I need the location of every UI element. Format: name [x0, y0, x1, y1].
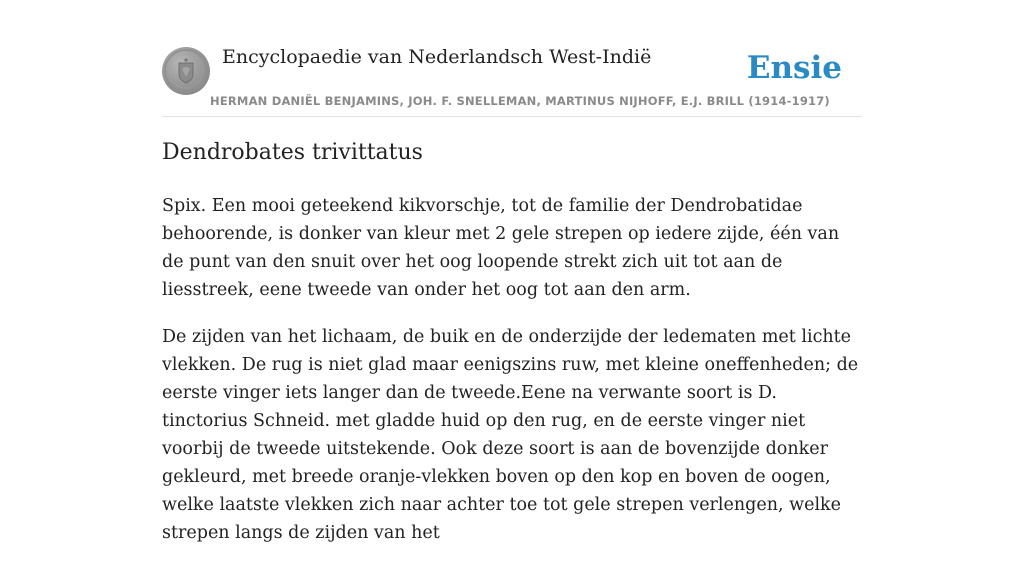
source-authors: HERMAN DANIËL BENJAMINS, JOH. F. SNELLEMAN, MARTINUS NIJHOFF, E.J. BRILL (1914-1917) [210, 94, 830, 108]
site-header [162, 40, 862, 117]
site-title[interactable]: Encyclopaedie van Nederlandsch West-Indië [222, 46, 652, 68]
entry-paragraph: Spix. Een mooi geteekend kikvorschje, tot de familie der Dendrobatidae behoorende, is donker van kleur met 2 gele strepen op iedere zijde, één van de punt van den snuit over het oog loopende strekt zich uit tot aan de liesstreek, eene tweede van onder het oog tot aan den arm. [162, 196, 840, 300]
entry-title: Dendrobates trivittatus [162, 140, 423, 165]
entry-paragraph: De zijden van het lichaam, de buik en de onderzijde der ledematen met lichte vlekken. De rug is niet glad maar eenigszins ruw, met kleine oneffenheden; de eerste vinger iets langer dan de tweede.Eene na verwante soort is D. tinctorius Schneid. met gladde huid op den rug, en de eerste vinger niet voorbij de tweede uitstekende. Ook deze soort is aan de bovenzijde donker gekleurd, met breede oranje-vlekken boven op den kop en boven de oogen, welke laatste vlekken zich naar achter toe tot gele strepen verlengen, welke strepen langs de zijden van het [162, 327, 859, 543]
coin-emblem-icon[interactable] [162, 47, 210, 95]
ensie-logo[interactable]: Ensie [746, 50, 842, 86]
entry-body [162, 192, 864, 566]
